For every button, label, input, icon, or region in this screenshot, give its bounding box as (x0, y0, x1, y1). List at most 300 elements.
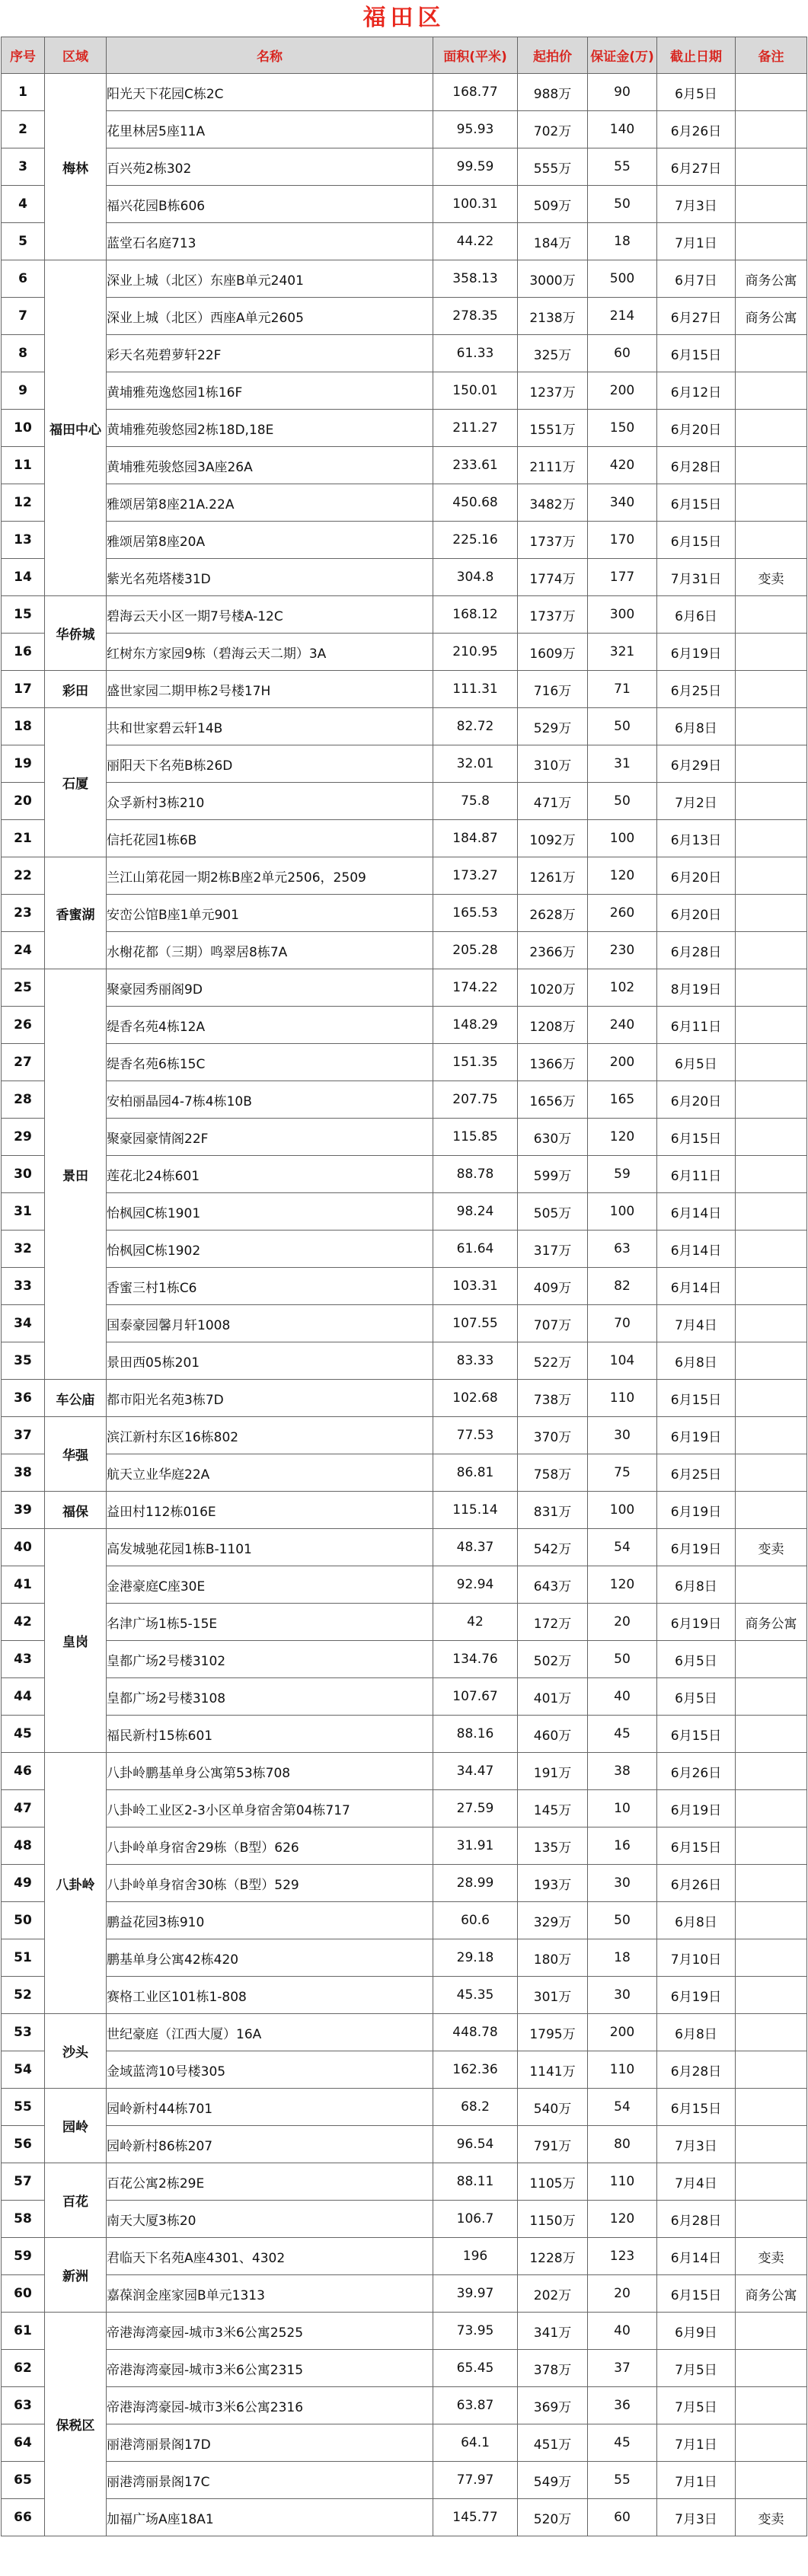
area-cell: 99.59 (433, 148, 518, 186)
deadline-cell: 6月15日 (657, 2089, 736, 2126)
table-row (2, 1939, 807, 1977)
note-cell (736, 2313, 807, 2350)
property-name: 聚豪园豪情阁22F (107, 1119, 433, 1156)
row-index: 36 (2, 1380, 45, 1417)
row-index: 37 (2, 1417, 45, 1454)
deposit-cell: 40 (588, 1678, 657, 1716)
area-cell: 88.78 (433, 1156, 518, 1193)
price-cell: 555万 (518, 148, 588, 186)
property-name: 金域蓝湾10号楼305 (107, 2051, 433, 2089)
price-cell: 1141万 (518, 2051, 588, 2089)
price-cell: 1656万 (518, 1081, 588, 1119)
row-index: 46 (2, 1753, 45, 1790)
area-cell: 184.87 (433, 820, 518, 857)
table-row (2, 1380, 807, 1417)
deadline-cell: 7月1日 (657, 2424, 736, 2462)
row-index: 28 (2, 1081, 45, 1119)
note-cell (736, 74, 807, 111)
deadline-cell: 6月28日 (657, 2201, 736, 2238)
row-index: 13 (2, 522, 45, 559)
deposit-cell: 45 (588, 1716, 657, 1753)
price-cell: 341万 (518, 2313, 588, 2350)
table-row (2, 1305, 807, 1342)
deposit-cell: 260 (588, 895, 657, 932)
property-name: 百兴苑2栋302 (107, 148, 433, 186)
note-cell (736, 895, 807, 932)
note-cell (736, 1119, 807, 1156)
note-cell (736, 745, 807, 783)
deadline-cell: 6月11日 (657, 1007, 736, 1044)
table-row (2, 2499, 807, 2536)
area-cell: 75.8 (433, 783, 518, 820)
table-row (2, 2238, 807, 2275)
row-index: 3 (2, 148, 45, 186)
deadline-cell: 6月14日 (657, 1193, 736, 1231)
table-row (2, 1678, 807, 1716)
deposit-cell: 55 (588, 148, 657, 186)
deadline-cell: 6月14日 (657, 1268, 736, 1305)
deadline-cell: 6月28日 (657, 932, 736, 969)
deposit-cell: 110 (588, 2051, 657, 2089)
area-cell: 83.33 (433, 1342, 518, 1380)
table-row (2, 596, 807, 634)
area-cell: 174.22 (433, 969, 518, 1007)
price-cell: 471万 (518, 783, 588, 820)
district-cell: 新洲 (45, 2238, 107, 2313)
deposit-cell: 63 (588, 1231, 657, 1268)
deadline-cell: 6月8日 (657, 1902, 736, 1939)
area-cell: 103.31 (433, 1268, 518, 1305)
deadline-cell: 6月26日 (657, 1753, 736, 1790)
property-name: 丽阳天下名苑B栋26D (107, 745, 433, 783)
row-index: 31 (2, 1193, 45, 1231)
note-cell (736, 708, 807, 745)
deadline-cell: 6月15日 (657, 1380, 736, 1417)
area-cell: 32.01 (433, 745, 518, 783)
deadline-cell: 6月15日 (657, 1716, 736, 1753)
property-name: 嘉葆润金座家园B单元1313 (107, 2275, 433, 2313)
note-cell (736, 111, 807, 148)
table-row (2, 260, 807, 298)
deposit-cell: 104 (588, 1342, 657, 1380)
property-name: 园岭新村44栋701 (107, 2089, 433, 2126)
area-cell: 233.61 (433, 447, 518, 484)
note-cell (736, 932, 807, 969)
deposit-cell: 120 (588, 1119, 657, 1156)
row-index: 40 (2, 1529, 45, 1566)
row-index: 58 (2, 2201, 45, 2238)
property-name: 彩天名苑碧萝轩22F (107, 335, 433, 372)
row-index: 47 (2, 1790, 45, 1827)
deposit-cell: 165 (588, 1081, 657, 1119)
table-row (2, 74, 807, 111)
table-row (2, 1454, 807, 1492)
district-cell: 华强 (45, 1417, 107, 1492)
area-cell: 196 (433, 2238, 518, 2275)
district-cell: 香蜜湖 (45, 857, 107, 969)
note-cell (736, 1044, 807, 1081)
price-cell: 1020万 (518, 969, 588, 1007)
price-cell: 599万 (518, 1156, 588, 1193)
property-name: 福民新村15栋601 (107, 1716, 433, 1753)
district-cell: 彩田 (45, 671, 107, 708)
deposit-cell: 50 (588, 1902, 657, 1939)
deposit-cell: 200 (588, 372, 657, 410)
row-index: 42 (2, 1604, 45, 1641)
price-cell: 1774万 (518, 559, 588, 596)
price-cell: 301万 (518, 1977, 588, 2014)
note-cell (736, 186, 807, 223)
area-cell: 77.53 (433, 1417, 518, 1454)
area-cell: 173.27 (433, 857, 518, 895)
row-index: 55 (2, 2089, 45, 2126)
deadline-cell: 6月8日 (657, 2014, 736, 2051)
row-index: 64 (2, 2424, 45, 2462)
deadline-cell: 7月3日 (657, 2499, 736, 2536)
property-name: 世纪豪庭（江西大厦）16A (107, 2014, 433, 2051)
row-index: 25 (2, 969, 45, 1007)
district-cell: 梅林 (45, 74, 107, 260)
property-name: 红树东方家园9栋（碧海云天二期）3A (107, 634, 433, 671)
table-row (2, 745, 807, 783)
deadline-cell: 7月10日 (657, 1939, 736, 1977)
row-index: 16 (2, 634, 45, 671)
price-cell: 2366万 (518, 932, 588, 969)
property-name: 都市阳光名苑3栋7D (107, 1380, 433, 1417)
table-row (2, 1865, 807, 1902)
deposit-cell: 30 (588, 1977, 657, 2014)
deposit-cell: 37 (588, 2350, 657, 2387)
table-row (2, 857, 807, 895)
deposit-cell: 50 (588, 783, 657, 820)
deadline-cell: 6月8日 (657, 708, 736, 745)
table-row (2, 1119, 807, 1156)
deposit-cell: 20 (588, 2275, 657, 2313)
note-cell (736, 1268, 807, 1305)
deposit-cell: 50 (588, 1641, 657, 1678)
property-name: 聚豪园秀丽阁9D (107, 969, 433, 1007)
row-index: 52 (2, 1977, 45, 2014)
deadline-cell: 6月14日 (657, 2238, 736, 2275)
note-cell (736, 1753, 807, 1790)
price-cell: 529万 (518, 708, 588, 745)
district-cell: 石厦 (45, 708, 107, 857)
table-row (2, 1492, 807, 1529)
area-cell: 39.97 (433, 2275, 518, 2313)
deposit-cell: 300 (588, 596, 657, 634)
district-cell: 百花 (45, 2163, 107, 2238)
area-cell: 148.29 (433, 1007, 518, 1044)
deadline-cell: 6月19日 (657, 1417, 736, 1454)
row-index: 32 (2, 1231, 45, 1268)
area-cell: 448.78 (433, 2014, 518, 2051)
deadline-cell: 6月5日 (657, 1678, 736, 1716)
header-cell: 序号 (2, 37, 45, 74)
area-cell: 111.31 (433, 671, 518, 708)
note-cell (736, 1790, 807, 1827)
row-index: 2 (2, 111, 45, 148)
row-index: 39 (2, 1492, 45, 1529)
note-cell (736, 484, 807, 522)
property-name: 八卦岭鹏基单身公寓第53栋708 (107, 1753, 433, 1790)
table-row (2, 2350, 807, 2387)
table-row (2, 1753, 807, 1790)
deadline-cell: 6月7日 (657, 260, 736, 298)
row-index: 24 (2, 932, 45, 969)
row-index: 22 (2, 857, 45, 895)
price-cell: 1092万 (518, 820, 588, 857)
property-name: 阳光天下花园C栋2C (107, 74, 433, 111)
row-index: 44 (2, 1678, 45, 1716)
deposit-cell: 150 (588, 410, 657, 447)
deposit-cell: 38 (588, 1753, 657, 1790)
note-cell (736, 596, 807, 634)
price-cell: 2111万 (518, 447, 588, 484)
note-cell (736, 1007, 807, 1044)
property-name: 益田村112栋016E (107, 1492, 433, 1529)
deadline-cell: 6月27日 (657, 298, 736, 335)
property-name: 安柏丽晶园4-7栋4栋10B (107, 1081, 433, 1119)
table-row (2, 2313, 807, 2350)
row-index: 4 (2, 186, 45, 223)
deposit-cell: 31 (588, 745, 657, 783)
note-cell: 商务公寓 (736, 298, 807, 335)
table-row (2, 783, 807, 820)
district-cell: 沙头 (45, 2014, 107, 2089)
price-cell: 460万 (518, 1716, 588, 1753)
row-index: 8 (2, 335, 45, 372)
deposit-cell: 50 (588, 186, 657, 223)
area-cell: 278.35 (433, 298, 518, 335)
deadline-cell: 6月25日 (657, 1454, 736, 1492)
deadline-cell: 6月15日 (657, 522, 736, 559)
deadline-cell: 6月15日 (657, 335, 736, 372)
area-cell: 96.54 (433, 2126, 518, 2163)
deadline-cell: 6月20日 (657, 410, 736, 447)
area-cell: 165.53 (433, 895, 518, 932)
table-row (2, 111, 807, 148)
note-cell (736, 1977, 807, 2014)
note-cell: 变卖 (736, 2238, 807, 2275)
property-name: 共和世家碧云轩14B (107, 708, 433, 745)
deadline-cell: 6月29日 (657, 745, 736, 783)
area-cell: 115.85 (433, 1119, 518, 1156)
property-name: 八卦岭单身宿舍29栋（B型）626 (107, 1827, 433, 1865)
row-index: 66 (2, 2499, 45, 2536)
price-cell: 1366万 (518, 1044, 588, 1081)
table-row (2, 2051, 807, 2089)
row-index: 41 (2, 1566, 45, 1604)
area-cell: 88.16 (433, 1716, 518, 1753)
note-cell (736, 2051, 807, 2089)
deadline-cell: 6月13日 (657, 820, 736, 857)
row-index: 9 (2, 372, 45, 410)
price-cell: 1237万 (518, 372, 588, 410)
header-row (2, 37, 807, 74)
table-row (2, 559, 807, 596)
property-name: 花里林居5座11A (107, 111, 433, 148)
property-name: 鹏益花园3栋910 (107, 1902, 433, 1939)
deadline-cell: 6月28日 (657, 2051, 736, 2089)
note-cell: 变卖 (736, 2499, 807, 2536)
row-index: 10 (2, 410, 45, 447)
deadline-cell: 6月15日 (657, 2275, 736, 2313)
table-row (2, 522, 807, 559)
deadline-cell: 7月2日 (657, 783, 736, 820)
deposit-cell: 60 (588, 335, 657, 372)
price-cell: 630万 (518, 1119, 588, 1156)
property-name: 兰江山第花园一期2栋B座2单元2506，2509 (107, 857, 433, 895)
deposit-cell: 100 (588, 1492, 657, 1529)
row-index: 57 (2, 2163, 45, 2201)
table-row (2, 1902, 807, 1939)
deposit-cell: 50 (588, 708, 657, 745)
table-row (2, 298, 807, 335)
deposit-cell: 177 (588, 559, 657, 596)
deposit-cell: 54 (588, 2089, 657, 2126)
header-cell: 备注 (736, 37, 807, 74)
price-cell: 542万 (518, 1529, 588, 1566)
price-cell: 702万 (518, 111, 588, 148)
table-row (2, 2201, 807, 2238)
property-name: 黄埔雅苑骏悠园3A座26A (107, 447, 433, 484)
property-name: 滨江新村东区16栋802 (107, 1417, 433, 1454)
area-cell: 162.36 (433, 2051, 518, 2089)
price-cell: 401万 (518, 1678, 588, 1716)
deadline-cell: 7月5日 (657, 2350, 736, 2387)
table-row (2, 223, 807, 260)
area-cell: 134.76 (433, 1641, 518, 1678)
note-cell (736, 857, 807, 895)
note-cell (736, 1827, 807, 1865)
property-name: 怡枫园C栋1902 (107, 1231, 433, 1268)
area-cell: 168.12 (433, 596, 518, 634)
area-cell: 65.45 (433, 2350, 518, 2387)
property-name: 金港豪庭C座30E (107, 1566, 433, 1604)
deposit-cell: 82 (588, 1268, 657, 1305)
property-name: 君临天下名苑A座4301、4302 (107, 2238, 433, 2275)
deadline-cell: 6月19日 (657, 1790, 736, 1827)
deposit-cell: 140 (588, 111, 657, 148)
note-cell (736, 1156, 807, 1193)
property-name: 深业上城（北区）东座B单元2401 (107, 260, 433, 298)
row-index: 23 (2, 895, 45, 932)
row-index: 54 (2, 2051, 45, 2089)
row-index: 17 (2, 671, 45, 708)
deposit-cell: 214 (588, 298, 657, 335)
property-name: 盛世家园二期甲栋2号楼17H (107, 671, 433, 708)
table-row (2, 2275, 807, 2313)
note-cell (736, 410, 807, 447)
price-cell: 329万 (518, 1902, 588, 1939)
area-cell: 304.8 (433, 559, 518, 596)
row-index: 35 (2, 1342, 45, 1380)
price-cell: 509万 (518, 186, 588, 223)
property-name: 景田西05栋201 (107, 1342, 433, 1380)
table-row (2, 2462, 807, 2499)
property-name: 安峦公馆B座1单元901 (107, 895, 433, 932)
price-cell: 522万 (518, 1342, 588, 1380)
price-cell: 707万 (518, 1305, 588, 1342)
table-row (2, 634, 807, 671)
table-row (2, 1193, 807, 1231)
deposit-cell: 200 (588, 1044, 657, 1081)
area-cell: 77.97 (433, 2462, 518, 2499)
row-index: 34 (2, 1305, 45, 1342)
area-cell: 68.2 (433, 2089, 518, 2126)
deposit-cell: 120 (588, 2201, 657, 2238)
row-index: 7 (2, 298, 45, 335)
deadline-cell: 6月19日 (657, 1604, 736, 1641)
note-cell (736, 1641, 807, 1678)
row-index: 56 (2, 2126, 45, 2163)
deposit-cell: 120 (588, 1566, 657, 1604)
note-cell (736, 2424, 807, 2462)
table-row (2, 2163, 807, 2201)
property-name: 缇香名苑4栋12A (107, 1007, 433, 1044)
row-index: 49 (2, 1865, 45, 1902)
property-name: 皇都广场2号楼3102 (107, 1641, 433, 1678)
property-name: 丽港湾丽景阁17D (107, 2424, 433, 2462)
row-index: 14 (2, 559, 45, 596)
property-name: 园岭新村86栋207 (107, 2126, 433, 2163)
area-cell: 100.31 (433, 186, 518, 223)
table-body (2, 74, 807, 2536)
price-cell: 378万 (518, 2350, 588, 2387)
deposit-cell: 75 (588, 1454, 657, 1492)
table-row (2, 1231, 807, 1268)
note-cell: 商务公寓 (736, 1604, 807, 1641)
page-title: 福田区 (362, 5, 446, 31)
area-cell: 63.87 (433, 2387, 518, 2424)
row-index: 26 (2, 1007, 45, 1044)
area-cell: 205.28 (433, 932, 518, 969)
note-cell (736, 783, 807, 820)
row-index: 33 (2, 1268, 45, 1305)
district-cell: 福保 (45, 1492, 107, 1529)
deposit-cell: 45 (588, 2424, 657, 2462)
property-name: 高发城驰花园1栋B-1101 (107, 1529, 433, 1566)
district-cell: 华侨城 (45, 596, 107, 671)
deadline-cell: 6月15日 (657, 484, 736, 522)
price-cell: 716万 (518, 671, 588, 708)
property-name: 缇香名苑6栋15C (107, 1044, 433, 1081)
row-index: 29 (2, 1119, 45, 1156)
area-cell: 45.35 (433, 1977, 518, 2014)
price-cell: 1105万 (518, 2163, 588, 2201)
area-cell: 106.7 (433, 2201, 518, 2238)
deadline-cell: 6月14日 (657, 1231, 736, 1268)
deadline-cell: 6月19日 (657, 634, 736, 671)
area-cell: 82.72 (433, 708, 518, 745)
deposit-cell: 170 (588, 522, 657, 559)
area-cell: 44.22 (433, 223, 518, 260)
area-cell: 88.11 (433, 2163, 518, 2201)
area-cell: 86.81 (433, 1454, 518, 1492)
note-cell (736, 2201, 807, 2238)
row-index: 48 (2, 1827, 45, 1865)
deadline-cell: 6月28日 (657, 447, 736, 484)
deposit-cell: 90 (588, 74, 657, 111)
area-cell: 98.24 (433, 1193, 518, 1231)
table-row (2, 969, 807, 1007)
property-name: 南天大厦3栋20 (107, 2201, 433, 2238)
area-cell: 28.99 (433, 1865, 518, 1902)
deposit-cell: 110 (588, 2163, 657, 2201)
area-cell: 48.37 (433, 1529, 518, 1566)
price-cell: 791万 (518, 2126, 588, 2163)
deadline-cell: 6月5日 (657, 1044, 736, 1081)
